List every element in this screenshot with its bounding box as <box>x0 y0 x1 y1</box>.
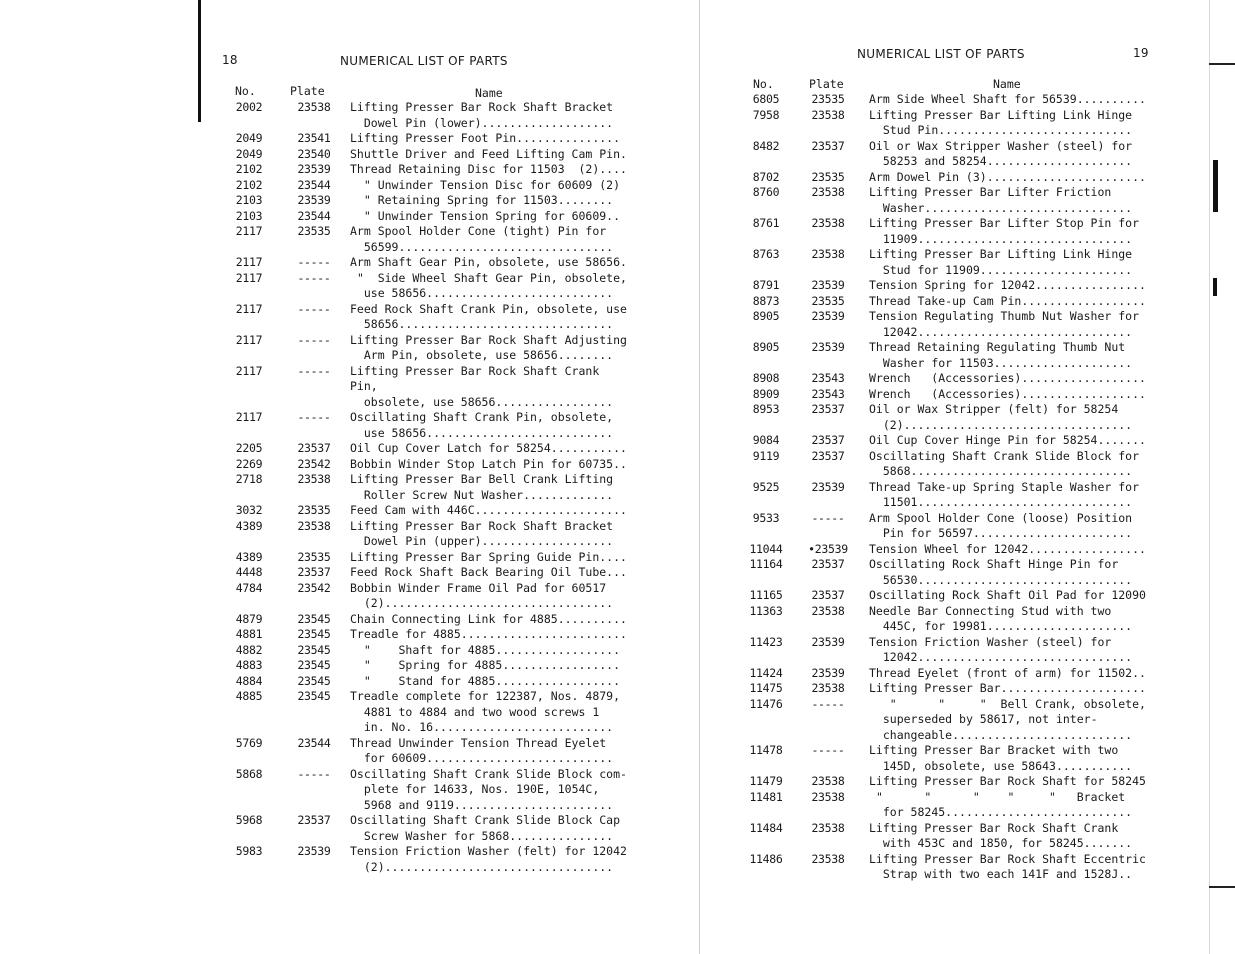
plate-number: 23539 <box>297 844 331 858</box>
part-number: 8905 <box>752 309 780 323</box>
part-name: Lifting Presser Bar Lifter Friction Washer.............................. <box>869 185 1133 215</box>
plate-number: 23540 <box>297 146 331 161</box>
plate-number: 23545 <box>297 658 331 672</box>
part-name: Chain Connecting Link for 4885.......... <box>350 611 627 626</box>
parts-row <box>220 472 640 503</box>
parts-row <box>745 294 1165 310</box>
plate-number: 23537 <box>811 433 845 447</box>
plate-number: 23537 <box>811 138 845 153</box>
column-header-plate: Plate <box>290 84 325 98</box>
part-name: Feed Cam with 446C...................... <box>350 503 627 517</box>
plate-number: 23535 <box>297 224 331 238</box>
part-number: 8905 <box>752 340 780 354</box>
plate-number: 23538 <box>297 100 331 114</box>
part-number: 4883 <box>235 658 263 672</box>
parts-list <box>745 92 1165 883</box>
part-name: Thread Take-up Spring Staple Washer for 11501............................... <box>869 479 1140 509</box>
part-number: 11165 <box>749 588 783 602</box>
part-number: 2117 <box>235 363 263 378</box>
parts-row <box>745 309 1165 340</box>
part-name: " Spring for 4885................. <box>350 658 621 672</box>
part-number: 11486 <box>749 851 783 866</box>
part-number: 2718 <box>235 472 263 486</box>
part-name: Treadle for 4885........................ <box>350 627 627 641</box>
parts-row <box>745 433 1165 449</box>
parts-row <box>745 588 1165 604</box>
plate-number: 23538 <box>811 851 845 866</box>
parts-row <box>745 852 1165 883</box>
part-number: 11363 <box>749 603 783 618</box>
part-number: 2117 <box>235 255 263 269</box>
parts-row <box>745 371 1165 387</box>
part-number: 8908 <box>752 371 780 385</box>
part-name: Lifting Presser Bar Rock Shaft Eccentric Strap with two each 141F and 1528J.. <box>869 851 1146 881</box>
page-number: 19 <box>1133 46 1149 60</box>
part-number: 6805 <box>752 92 780 106</box>
parts-row <box>220 255 640 271</box>
parts-row <box>220 364 640 411</box>
parts-row <box>745 511 1165 542</box>
plate-number: 23542 <box>297 456 331 471</box>
plate-number: 23539 <box>297 162 331 176</box>
part-number: 4881 <box>235 627 263 641</box>
parts-row <box>220 736 640 767</box>
parts-row <box>220 844 640 875</box>
part-number: 11424 <box>749 665 783 680</box>
part-name: Thread Eyelet (front of arm) for 11502.. <box>869 665 1146 680</box>
part-name: Arm Side Wheel Shaft for 56539.......... <box>869 92 1146 106</box>
page-edge-right <box>1209 0 1210 954</box>
plate-number: 23537 <box>297 813 331 827</box>
parts-row <box>220 813 640 844</box>
part-name: Bobbin Winder Frame Oil Pad for 60517 (2)................................. <box>350 580 614 610</box>
plate-number: 23538 <box>811 247 845 261</box>
part-number: 11423 <box>749 634 783 649</box>
part-name: Arm Spool Holder Cone (tight) Pin for 56599............................... <box>350 224 614 254</box>
parts-row <box>220 147 640 163</box>
plate-number: 23544 <box>297 208 331 223</box>
plate-number: 23535 <box>811 92 845 106</box>
page-title: NUMERICAL LIST OF PARTS <box>857 47 1025 61</box>
parts-row <box>220 612 640 628</box>
part-number: 4879 <box>235 611 263 626</box>
part-number: 4884 <box>235 673 263 688</box>
plate-number: ----- <box>297 255 331 269</box>
parts-row <box>745 170 1165 186</box>
parts-row <box>220 100 640 131</box>
part-number: 2002 <box>235 100 263 114</box>
plate-number: 23545 <box>297 689 331 703</box>
plate-number: 23538 <box>811 185 845 199</box>
part-number: 2103 <box>235 208 263 223</box>
part-name: Lifting Presser Bar Rock Shaft for 58245 <box>869 774 1146 788</box>
part-number: 11475 <box>749 681 783 695</box>
part-number: 11478 <box>749 743 783 757</box>
part-name: Thread Retaining Disc for 11503 (2).... <box>350 162 627 176</box>
plate-number: 23539 <box>811 278 845 292</box>
part-number: 2269 <box>235 456 263 471</box>
part-name: " Shaft for 4885.................. <box>350 642 621 657</box>
plate-number: 23541 <box>297 131 331 145</box>
part-name: Lifting Presser Foot Pin............... <box>350 131 621 145</box>
parts-row <box>745 247 1165 278</box>
column-header-name: Name <box>475 86 503 100</box>
part-number: 2205 <box>235 441 263 455</box>
parts-row <box>745 557 1165 588</box>
parts-row <box>220 503 640 519</box>
part-name: Shuttle Driver and Feed Lifting Cam Pin. <box>350 146 627 161</box>
part-number: 2102 <box>235 177 263 192</box>
column-header-plate: Plate <box>809 77 844 91</box>
part-number: 2117 <box>235 301 263 316</box>
plate-number: 23542 <box>297 580 331 595</box>
part-name: Thread Take-up Cam Pin.................. <box>869 293 1146 308</box>
parts-row <box>745 278 1165 294</box>
part-number: 2117 <box>235 270 263 285</box>
part-number: 9533 <box>752 510 780 525</box>
plate-number: 23538 <box>811 681 845 695</box>
part-name: Wrench (Accessories).................. <box>869 386 1146 401</box>
plate-number: 23539 <box>811 309 845 323</box>
part-name: Treadle complete for 122387, Nos. 4879, 4881 to 4884 and two wood screws 1 in. No. 16.......................... <box>350 689 621 734</box>
part-name: " " " Bell Crank, obsolete, superseded by 58617, not inter- changeable.......................... <box>882 696 1146 742</box>
parts-row <box>745 743 1165 774</box>
part-name: Oil Cup Cover Latch for 58254........... <box>350 441 627 455</box>
part-number: 2117 <box>235 332 263 347</box>
part-number: 11044 <box>749 541 783 556</box>
parts-row <box>220 457 640 473</box>
plate-number: 23543 <box>811 371 845 385</box>
parts-row <box>745 108 1165 139</box>
part-name: Lifting Presser Bar Rock Shaft Bracket Dowel Pin (lower)................... <box>350 100 614 130</box>
part-name: Feed Rock Shaft Back Bearing Oil Tube... <box>350 565 627 579</box>
margin-mark <box>1213 160 1218 212</box>
plate-number: 23538 <box>811 216 845 230</box>
parts-row <box>745 542 1165 558</box>
parts-row <box>220 658 640 674</box>
part-number: 5968 <box>235 813 263 827</box>
plate-number: ----- <box>811 696 845 711</box>
plate-number: 23537 <box>811 448 845 463</box>
plate-number: 23538 <box>297 472 331 486</box>
plate-number: 23537 <box>811 402 845 416</box>
parts-row <box>745 449 1165 480</box>
parts-row <box>220 333 640 364</box>
part-number: 4784 <box>235 580 263 595</box>
part-name: Lifting Presser Bar Lifter Stop Pin for 11909............................... <box>869 216 1140 246</box>
parts-row <box>220 519 640 550</box>
parts-row <box>745 92 1165 108</box>
part-number: 3032 <box>235 503 263 517</box>
column-header-no: No. <box>235 84 256 98</box>
part-name: " Unwinder Tension Spring for 60609.. <box>350 208 621 223</box>
part-number: 9084 <box>752 433 780 447</box>
part-number: 4389 <box>235 518 263 533</box>
plate-number: 23538 <box>811 603 845 618</box>
parts-row <box>220 224 640 255</box>
part-number: 8791 <box>752 278 780 292</box>
part-number: 4882 <box>235 642 263 657</box>
plate-number: 23535 <box>811 169 845 184</box>
part-name: " Side Wheel Shaft Gear Pin, obsolete, use 58656........................... <box>356 270 627 300</box>
part-name: Oil Cup Cover Hinge Pin for 58254....... <box>869 433 1146 447</box>
plate-number: ----- <box>811 510 845 525</box>
parts-row <box>220 162 640 178</box>
plate-number: 23538 <box>811 107 845 122</box>
plate-number: 23539 <box>811 665 845 680</box>
plate-number: ----- <box>297 410 331 424</box>
part-name: Arm Shaft Gear Pin, obsolete, use 58656. <box>350 255 627 269</box>
part-name: Arm Spool Holder Cone (loose) Position Pin for 56597....................... <box>869 510 1133 540</box>
part-name: Oscillating Shaft Crank Slide Block for 5868................................ <box>869 448 1140 478</box>
part-number: 2103 <box>235 193 263 207</box>
parts-row <box>220 131 640 147</box>
parts-row <box>220 550 640 566</box>
plate-number: 23543 <box>811 386 845 401</box>
part-name: Arm Dowel Pin (3)....................... <box>869 169 1146 184</box>
plate-number: 23535 <box>811 293 845 308</box>
part-number: 5769 <box>235 735 263 750</box>
plate-number: 23544 <box>297 735 331 750</box>
parts-row <box>220 178 640 194</box>
plate-number: ----- <box>811 743 845 757</box>
page-title: NUMERICAL LIST OF PARTS <box>340 54 508 68</box>
column-header-no: No. <box>753 77 774 91</box>
part-number: 2049 <box>235 131 263 145</box>
part-name: Lifting Presser Bar Lifting Link Hinge Stud for 11909...................... <box>869 247 1133 277</box>
plate-number: 23537 <box>297 441 331 455</box>
plate-number: •23539 <box>808 541 848 556</box>
parts-row <box>220 689 640 736</box>
margin-tick-top <box>1209 63 1235 65</box>
part-number: 8760 <box>752 185 780 199</box>
part-number: 5868 <box>235 766 263 781</box>
part-name: Tension Friction Washer (steel) for 12042............................... <box>869 634 1133 664</box>
part-number: 8482 <box>752 138 780 153</box>
plate-number: ----- <box>297 270 331 285</box>
part-name: Tension Wheel for 12042................. <box>869 541 1146 556</box>
part-number: 2117 <box>235 410 263 424</box>
parts-row <box>220 565 640 581</box>
parts-row <box>745 681 1165 697</box>
part-number: 11476 <box>749 696 783 711</box>
part-number: 2102 <box>235 162 263 176</box>
parts-row <box>220 209 640 225</box>
parts-row <box>745 480 1165 511</box>
parts-list <box>220 100 640 875</box>
part-number: 8953 <box>752 402 780 416</box>
plate-number: 23535 <box>297 549 331 564</box>
parts-row <box>745 340 1165 371</box>
part-name: Thread Retaining Regulating Thumb Nut Washer for 11503.................... <box>869 340 1133 370</box>
plate-number: 23539 <box>811 479 845 494</box>
parts-row <box>220 193 640 209</box>
plate-number: ----- <box>297 363 331 378</box>
plate-number: ----- <box>297 301 331 316</box>
part-name: Tension Spring for 12042................ <box>869 278 1146 292</box>
plate-number: 23538 <box>811 820 845 835</box>
parts-row <box>745 666 1165 682</box>
part-name: Bobbin Winder Stop Latch Pin for 60735.. <box>350 456 627 471</box>
parts-row <box>220 302 640 333</box>
margin-tick-bottom <box>1209 886 1235 888</box>
parts-row <box>745 774 1165 790</box>
part-name: Lifting Presser Bar Rock Shaft Crank with 453C and 1850, for 58245....... <box>869 820 1133 850</box>
parts-row <box>220 581 640 612</box>
parts-row <box>220 410 640 441</box>
part-name: Lifting Presser Bar Bracket with two 145D, obsolete, use 58643........... <box>869 743 1133 773</box>
part-name: Oscillating Rock Shaft Oil Pad for 12090 <box>869 588 1146 602</box>
part-number: 9525 <box>752 479 780 494</box>
part-name: " Stand for 4885.................. <box>350 673 621 688</box>
plate-number: ----- <box>297 332 331 347</box>
plate-number: 23537 <box>811 588 845 602</box>
part-number: 8873 <box>752 293 780 308</box>
plate-number: 23538 <box>811 774 845 788</box>
part-number: 11164 <box>749 557 783 571</box>
plate-number: 23535 <box>297 503 331 517</box>
part-name: Lifting Presser Bar Rock Shaft Bracket Dowel Pin (upper)................... <box>350 518 614 548</box>
part-number: 8909 <box>752 386 780 401</box>
part-name: Lifting Presser Bar Bell Crank Lifting Roller Screw Nut Washer............. <box>350 472 614 502</box>
part-name: " " " " " Bracket for 58245........................... <box>875 789 1133 819</box>
part-name: " Unwinder Tension Disc for 60609 (2) <box>350 177 621 192</box>
part-name: Lifting Presser Bar Rock Shaft Adjusting Arm Pin, obsolete, use 58656........ <box>350 332 627 362</box>
margin-mark <box>1213 278 1217 296</box>
plate-number: 23539 <box>297 193 331 207</box>
parts-row <box>745 604 1165 635</box>
parts-row <box>220 767 640 814</box>
parts-row <box>220 441 640 457</box>
part-number: 4885 <box>235 689 263 703</box>
part-name: Needle Bar Connecting Stud with two 445C, for 19981..................... <box>869 603 1133 633</box>
part-number: 8702 <box>752 169 780 184</box>
plate-number: ----- <box>297 766 331 781</box>
part-name: Lifting Presser Bar Lifting Link Hinge Stud Pin............................ <box>869 107 1133 137</box>
plate-number: 23537 <box>297 565 331 579</box>
part-name: Oscillating Shaft Crank Slide Block com- plete for 14633, Nos. 190E, 1054C, 5968 and 9119....................... <box>350 766 627 812</box>
plate-number: 23538 <box>297 518 331 533</box>
parts-row <box>745 387 1165 403</box>
parts-row <box>745 185 1165 216</box>
parts-row <box>745 139 1165 170</box>
part-name: Oil or Wax Stripper (felt) for 58254 (2)................................. <box>869 402 1133 432</box>
part-name: " Retaining Spring for 11503........ <box>350 193 614 207</box>
page-number: 18 <box>222 53 238 67</box>
part-name: Lifting Presser Bar Spring Guide Pin.... <box>350 549 627 564</box>
parts-row <box>220 271 640 302</box>
part-name: Wrench (Accessories).................. <box>869 371 1146 385</box>
parts-row <box>220 627 640 643</box>
part-number: 5983 <box>235 844 263 858</box>
plate-number: 23545 <box>297 611 331 626</box>
part-name: Tension Regulating Thumb Nut Washer for 12042............................... <box>869 309 1140 339</box>
plate-number: 23539 <box>811 340 845 354</box>
part-number: 2049 <box>235 146 263 161</box>
part-name: Oscillating Rock Shaft Hinge Pin for 56530............................... <box>869 557 1133 587</box>
plate-number: 23545 <box>297 642 331 657</box>
part-name: Lifting Presser Bar..................... <box>869 681 1146 695</box>
plate-number: 23544 <box>297 177 331 192</box>
part-number: 11481 <box>749 789 783 804</box>
plate-number: 23537 <box>811 557 845 571</box>
plate-number: 23545 <box>297 673 331 688</box>
part-name: Oscillating Shaft Crank Slide Block Cap Screw Washer for 5868............... <box>350 813 621 843</box>
part-name: Tension Friction Washer (felt) for 12042 (2)................................. <box>350 844 627 874</box>
part-name: Thread Unwinder Tension Thread Eyelet for 60609........................... <box>350 735 614 765</box>
page-edge-left <box>198 0 201 122</box>
part-number: 4389 <box>235 549 263 564</box>
part-number: 8761 <box>752 216 780 230</box>
parts-row <box>745 216 1165 247</box>
part-number: 7958 <box>752 107 780 122</box>
plate-number: 23539 <box>811 634 845 649</box>
plate-number: 23538 <box>811 789 845 804</box>
page-divider <box>699 0 700 954</box>
parts-row <box>220 674 640 690</box>
parts-row <box>220 643 640 659</box>
part-number: 2117 <box>235 224 263 238</box>
part-name: Oscillating Shaft Crank Pin, obsolete, use 58656........................... <box>350 410 614 440</box>
part-name: Oil or Wax Stripper Washer (steel) for 58253 and 58254..................... <box>869 138 1133 168</box>
part-name: Feed Rock Shaft Crank Pin, obsolete, use 58656............................... <box>350 301 627 331</box>
plate-number: 23545 <box>297 627 331 641</box>
parts-row <box>745 790 1165 821</box>
part-number: 11484 <box>749 820 783 835</box>
part-number: 11479 <box>749 774 783 788</box>
column-header-name: Name <box>993 77 1021 91</box>
parts-row <box>745 821 1165 852</box>
part-name: Lifting Presser Bar Rock Shaft Crank Pin, obsolete, use 58656................. <box>350 363 614 409</box>
parts-row <box>745 635 1165 666</box>
part-number: 8763 <box>752 247 780 261</box>
parts-row <box>745 402 1165 433</box>
part-number: 9119 <box>752 448 780 463</box>
parts-row <box>745 697 1165 744</box>
part-number: 4448 <box>235 565 263 579</box>
